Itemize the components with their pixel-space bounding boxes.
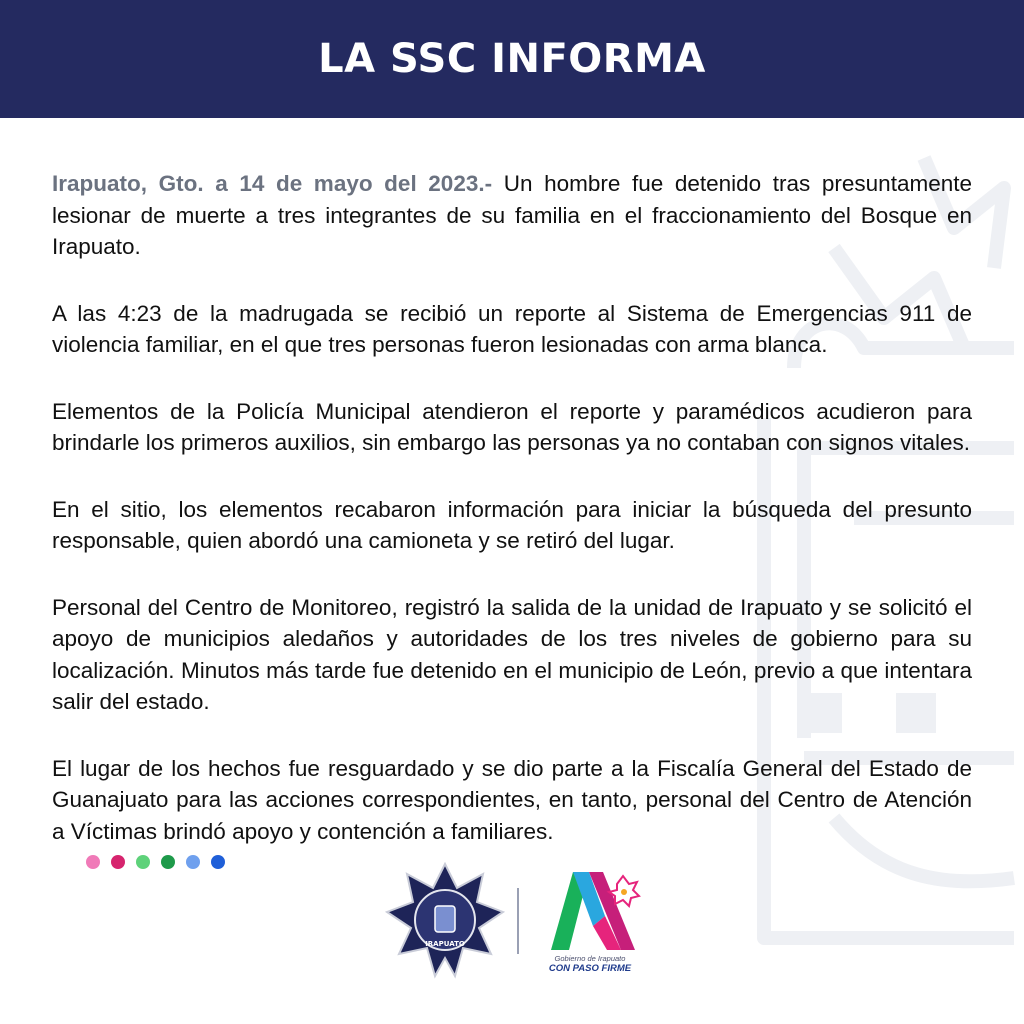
dot bbox=[86, 855, 100, 869]
dot bbox=[111, 855, 125, 869]
government-name: Gobierno de Irapuato bbox=[554, 954, 626, 963]
dot bbox=[211, 855, 225, 869]
article-lead: Irapuato, Gto. a 14 de mayo del 2023.- bbox=[52, 171, 493, 196]
police-badge-text: IRAPUATO bbox=[425, 940, 465, 948]
article-paragraph bbox=[52, 168, 972, 263]
dot bbox=[186, 855, 200, 869]
dot bbox=[161, 855, 175, 869]
police-badge-logo bbox=[385, 862, 505, 980]
article-paragraph: En el sitio, los elementos recabaron información para iniciar la búsqueda del presunto responsable, quien abordó una camioneta y se retiró del lugar. bbox=[52, 496, 972, 553]
decorative-dots bbox=[86, 855, 225, 869]
article-paragraph: El lugar de los hechos fue resguardado y se dio parte a la Fiscalía General del Estado de Guanajuato para las acciones correspondientes, en tanto, personal del Centro de Atención a Víctimas brindó apoyo y contención a familiares. bbox=[52, 755, 972, 844]
government-logo bbox=[543, 864, 643, 954]
article-body bbox=[52, 168, 972, 882]
article-paragraph: Elementos de la Policía Municipal atendieron el reporte y paramédicos acudieron para brindarle los primeros auxilios, sin embargo las personas ya no contaban con signos vitales. bbox=[52, 398, 972, 455]
paragraph-text: Un hombre fue detenido tras presuntamente lesionar de muerte a tres integrantes de su familia en el fraccionamiento del Bosque en Irapuato. bbox=[52, 171, 972, 259]
article-paragraph: Personal del Centro de Monitoreo, registró la salida de la unidad de Irapuato y se solicitó el apoyo de municipios aledaños y autoridades de los tres niveles de gobierno para su localización. Minutos más tarde fue detenido en el municipio de León, previo a que intentara salir del estado. bbox=[52, 594, 972, 714]
dot bbox=[136, 855, 150, 869]
header-banner bbox=[0, 0, 1024, 118]
article-paragraph: A las 4:23 de la madrugada se recibió un reporte al Sistema de Emergencias 911 de violencia familiar, en el que tres personas fueron lesionadas con arma blanca. bbox=[52, 300, 972, 357]
government-slogan: CON PASO FIRME bbox=[548, 963, 632, 974]
logos bbox=[385, 862, 645, 980]
header-title: LA SSC INFORMA bbox=[318, 36, 706, 82]
logo-divider bbox=[517, 888, 519, 954]
